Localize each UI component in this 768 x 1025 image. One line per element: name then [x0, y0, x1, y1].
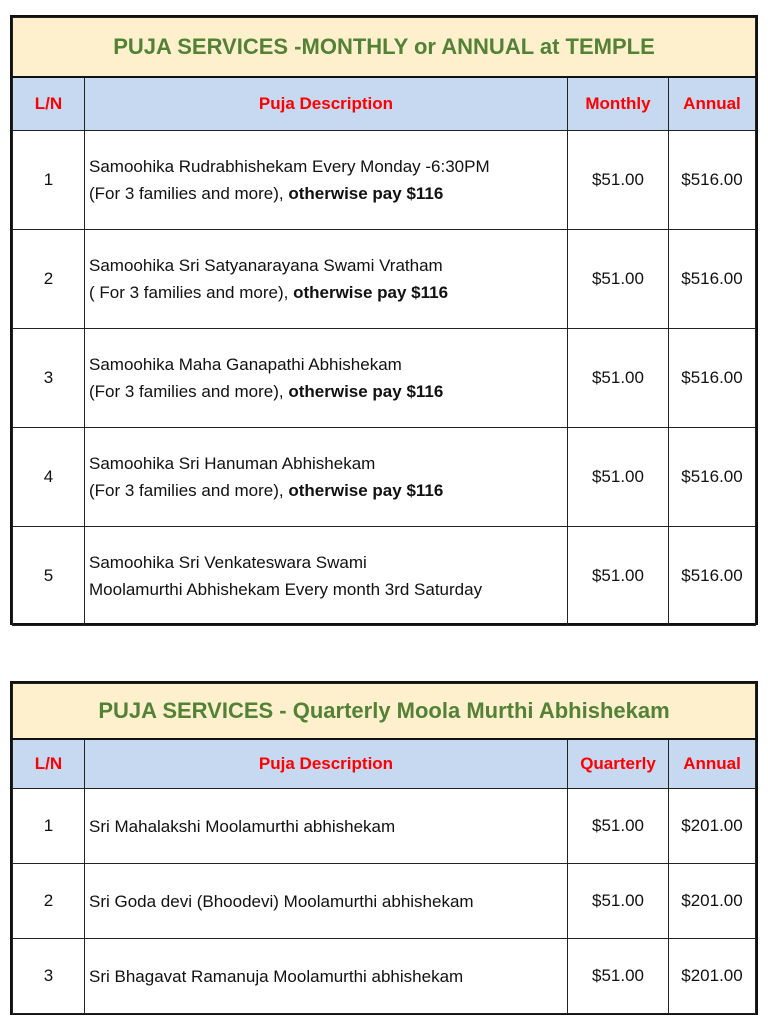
annual-price: $201.00 [669, 864, 756, 939]
row-number: 5 [13, 527, 85, 626]
monthly-price: $51.00 [567, 131, 668, 230]
header-row [13, 77, 756, 131]
description-otherwise-price: otherwise pay $116 [288, 481, 444, 500]
description-otherwise-price: otherwise pay $116 [288, 184, 444, 203]
annual-price: $516.00 [668, 230, 755, 329]
column-header-description: Puja Description [85, 739, 568, 789]
puja-description [85, 230, 568, 329]
table-row [13, 789, 756, 864]
description-condition: (For 3 families and more), [89, 184, 289, 203]
description-line1: Samoohika Sri Satyanarayana Swami Vratham [89, 256, 443, 275]
monthly-price: $51.00 [567, 428, 668, 527]
row-number: 2 [13, 230, 85, 329]
description-otherwise-price: otherwise pay $116 [288, 382, 444, 401]
table-row [13, 428, 756, 527]
table-row [13, 329, 756, 428]
puja-description [85, 428, 568, 527]
description-condition: ( For 3 families and more), [89, 283, 294, 302]
annual-price: $201.00 [669, 789, 756, 864]
description-line1: Samoohika Maha Ganapathi Abhishekam [89, 355, 402, 374]
quarterly-puja-table [10, 681, 758, 1015]
puja-description: Sri Mahalakshi Moolamurthi abhishekam [85, 789, 568, 864]
title-row [13, 18, 756, 77]
column-header-ln: L/N [13, 77, 85, 131]
description-line1: Samoohika Rudrabhishekam Every Monday -6:30PM [89, 157, 490, 176]
annual-price: $516.00 [668, 131, 755, 230]
quarterly-price: $51.00 [568, 789, 669, 864]
monthly-puja-grid [12, 17, 756, 626]
annual-price: $516.00 [668, 527, 755, 626]
row-number: 1 [13, 131, 85, 230]
row-number: 3 [13, 939, 85, 1014]
description-condition: (For 3 families and more), [89, 481, 289, 500]
description-line2 [89, 180, 567, 207]
row-number: 4 [13, 428, 85, 527]
column-header-annual: Annual [668, 77, 755, 131]
quarterly-price: $51.00 [568, 864, 669, 939]
column-header-ln: L/N [13, 739, 85, 789]
table-row [13, 230, 756, 329]
description-otherwise-price: otherwise pay $116 [293, 283, 449, 302]
quarterly-price: $51.00 [568, 939, 669, 1014]
row-number: 1 [13, 789, 85, 864]
row-number: 2 [13, 864, 85, 939]
monthly-price: $51.00 [567, 329, 668, 428]
description-condition: (For 3 families and more), [89, 382, 289, 401]
column-header-quarterly: Quarterly [568, 739, 669, 789]
description-line1: Samoohika Sri Hanuman Abhishekam [89, 454, 376, 473]
row-number: 3 [13, 329, 85, 428]
table-row [13, 864, 756, 939]
quarterly-puja-grid [12, 683, 756, 1014]
annual-price: $516.00 [668, 428, 755, 527]
puja-description: Sri Goda devi (Bhoodevi) Moolamurthi abhishekam [85, 864, 568, 939]
puja-description: Sri Bhagavat Ramanuja Moolamurthi abhishekam [85, 939, 568, 1014]
monthly-puja-table [10, 15, 758, 625]
table-row [13, 939, 756, 1014]
puja-description [85, 527, 568, 626]
annual-price: $516.00 [668, 329, 755, 428]
description-line2 [89, 279, 567, 306]
description-line1: Samoohika Sri Venkateswara Swami [89, 553, 367, 572]
description-condition: Moolamurthi Abhishekam Every month 3rd Saturday [89, 580, 483, 599]
monthly-price: $51.00 [567, 527, 668, 626]
description-line2 [89, 576, 567, 603]
column-header-monthly: Monthly [567, 77, 668, 131]
table-row [13, 131, 756, 230]
column-header-annual: Annual [669, 739, 756, 789]
table-row [13, 527, 756, 626]
puja-description [85, 329, 568, 428]
title-row [13, 684, 756, 739]
table-title: PUJA SERVICES -MONTHLY or ANNUAL at TEMPLE [13, 18, 756, 77]
header-row [13, 739, 756, 789]
column-header-description: Puja Description [85, 77, 568, 131]
description-line2 [89, 477, 567, 504]
annual-price: $201.00 [669, 939, 756, 1014]
puja-description [85, 131, 568, 230]
description-line2 [89, 378, 567, 405]
monthly-price: $51.00 [567, 230, 668, 329]
table-title: PUJA SERVICES - Quarterly Moola Murthi Abhishekam [13, 684, 756, 739]
